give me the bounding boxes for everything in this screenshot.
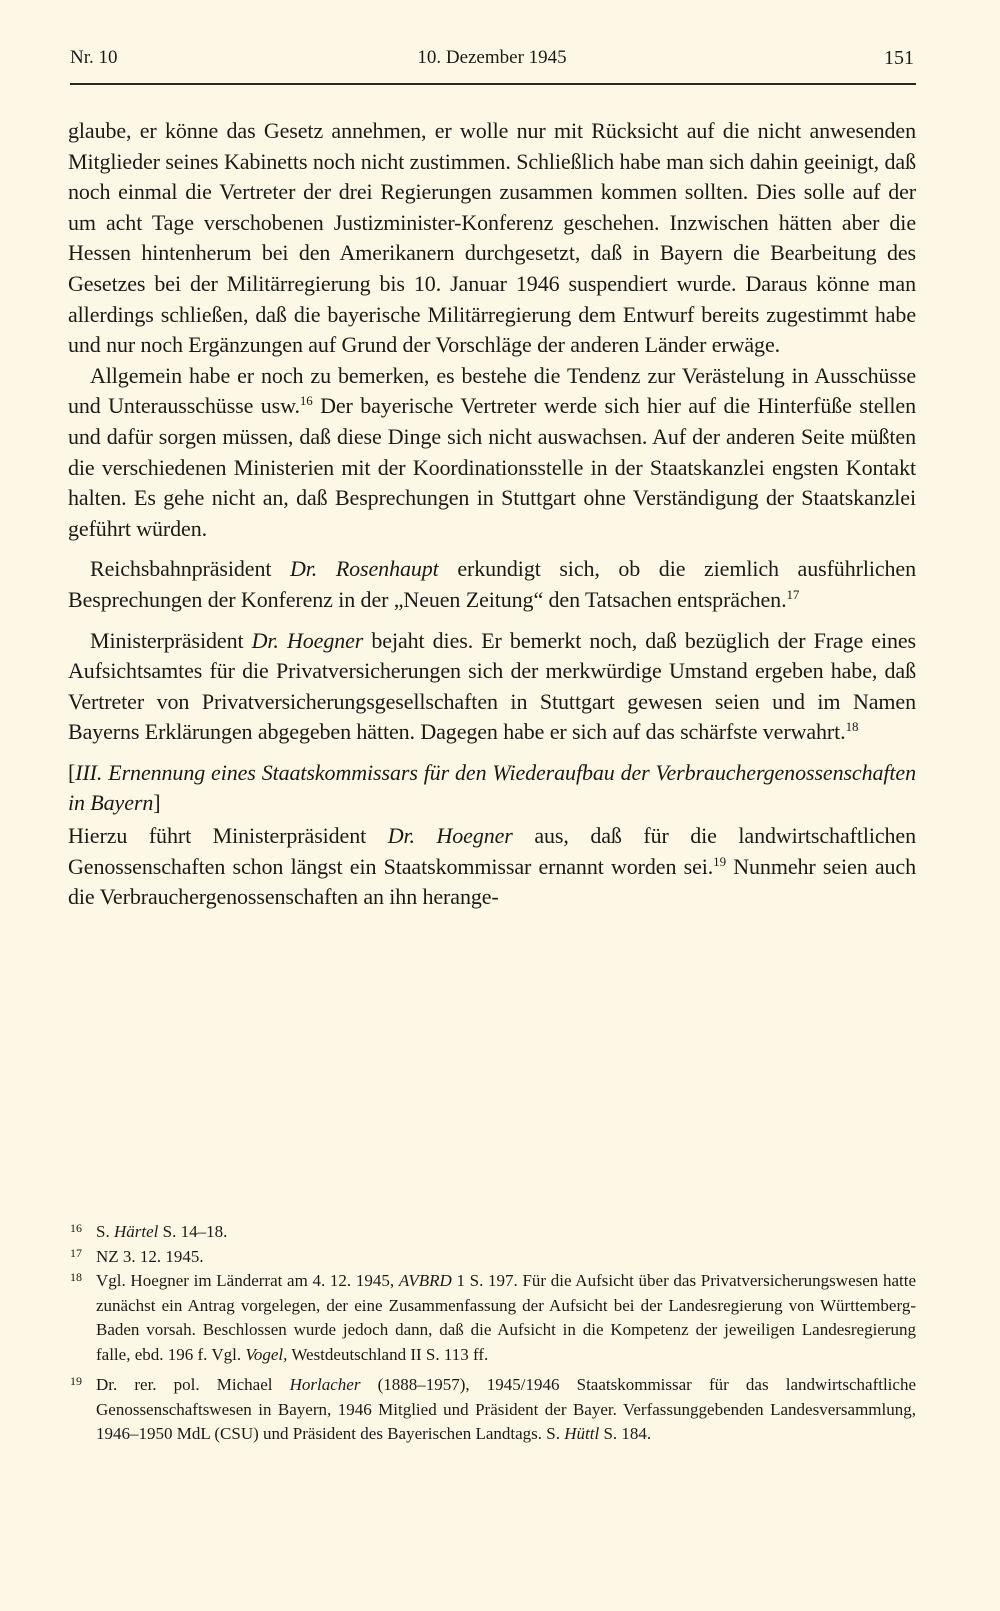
footnote-italic: AVBRD — [398, 1271, 452, 1290]
paragraph-text: erkundigt sich, ob die ziemlich ausführlichen Besprechungen der Konferenz in der „Neuen Zeitung“ den Tatsachen entsprächen. — [68, 556, 916, 612]
footnote-text: S. — [96, 1222, 114, 1241]
footnote-text: Dr. rer. pol. Michael — [96, 1375, 290, 1394]
footnote-number: 16 — [70, 1221, 82, 1235]
footnote-number: 19 — [70, 1374, 82, 1388]
footnotes — [68, 1220, 916, 1447]
paragraph — [68, 361, 916, 545]
header-rule — [70, 83, 916, 85]
bracket-open: [ — [68, 759, 76, 785]
footnote-italic: Horlacher — [289, 1375, 361, 1394]
footnote-italic: Vogel, — [245, 1344, 288, 1364]
footnote-ref[interactable]: 17 — [786, 587, 800, 603]
bracket-close: ] — [153, 790, 161, 816]
paragraph-text: bejaht dies. Er bemerkt noch, daß bezüglich der Frage eines Aufsichtsamtes für die Privatversicherungen sich der merkwürdige Umstand ergeben habe, daß Vertreter von Privatversicherungsgesellschaften in Stuttgart gewesen seien und im Namen Bayerns Erklärungen abgegeben hätten. Dagegen habe er sich auf das schärfste verwahrt. — [68, 627, 916, 745]
footnote-ref[interactable]: 18 — [845, 719, 859, 735]
paragraph-text: Hierzu führt Ministerpräsident — [68, 823, 388, 849]
footnote-text: S. 184. — [599, 1424, 652, 1443]
footnote-ref[interactable]: 16 — [299, 393, 313, 409]
footnote-text: 1 S. 197. Für die Aufsicht über das Privatversicherungswesen hatte zunächst ein Antrag vorgelegen, der eine Zusammenfassung der Aufsicht bei der Landesregierung von Württemberg-Baden vorsah. Beschlossen wurde jedoch dann, daß die Aufsicht in die Kompetenz der jeweiligen Landesregierung falle, ebd. 196 f. Vgl. — [96, 1271, 917, 1364]
footnote — [68, 1220, 916, 1245]
section-heading-text: III. Ernennung eines Staatskommissars für den Wiederaufbau der Verbrauchergenossenschaften in Bayern — [68, 759, 916, 816]
paragraph-text: Allgemein habe er noch zu bemerken, es bestehe die Tendenz zur Verästelung in Ausschüsse und Unterausschüsse usw. — [68, 362, 916, 419]
paragraph — [68, 821, 916, 913]
footnote — [68, 1269, 916, 1367]
footnote-italic: Härtel — [113, 1222, 159, 1241]
footnote-text: S. 14–18. — [158, 1222, 228, 1241]
paragraph-text: glaube, er könne das Gesetz annehmen, er wolle nur mit Rücksicht auf die nicht anwesenden Mitglieder seines Kabinetts noch nicht zustimmen. Schließlich habe man sich dahin geeinigt, daß noch einmal die Vertreter der drei Regierungen zusammen kommen sollten. Dies solle auf der um acht Tage verschobenen Justizminister-Konferenz geschehen. Inzwischen hätten aber die Hessen hintenherum bei den Amerikanern durchgesetzt, daß in Bayern die Bearbeitung des Gesetzes bei der Militärregierung bis 10. Januar 1946 suspendiert wurde. Daraus könne man allerdings schließen, daß die bayerische Militärregierung dem Entwurf bereits zugestimmt habe und nur noch Ergänzungen auf Grund der Vorschläge der anderen Länder erwäge. — [68, 118, 916, 358]
footnote-text: NZ 3. 12. 1945. — [96, 1246, 204, 1266]
document-page — [68, 44, 917, 1443]
footnote-text: Vgl. Hoegner im Länderrat am 4. 12. 1945, — [96, 1271, 399, 1290]
footnote-text: Westdeutschland II S. 113 ff. — [287, 1344, 489, 1364]
paragraph-text: Der bayerische Vertreter werde sich hier auf die Hinterfüße stellen und dafür sorgen müssen, daß diese Dinge sich nicht auswachsen. Auf der anderen Seite müßten die verschiedenen Ministerien mit der Koordinationsstelle in der Staatskanzlei engsten Kontakt halten. Es gehe nicht an, daß Besprechungen in Stuttgart ohne Verständigung der Staatskanzlei geführt würden. — [68, 393, 916, 541]
page-number: 151 — [884, 47, 914, 69]
footnote-ref[interactable]: 19 — [713, 853, 726, 869]
issue-number: Nr. 10 — [70, 47, 118, 68]
footnote — [68, 1245, 916, 1270]
paragraph — [68, 626, 916, 748]
footnote — [68, 1373, 916, 1447]
header-date: 10. Dezember 1945 — [417, 47, 567, 68]
footnote-italic: Hüttl — [564, 1424, 600, 1443]
paragraph-text: Nunmehr seien auch die Verbrauchergenossenschaften an ihn herange- — [68, 853, 916, 910]
speaker-name: Dr. Hoegner — [387, 823, 513, 849]
footnote-number: 17 — [70, 1245, 82, 1260]
footnote-text: (1888–1957), 1945/1946 Staatskommissar für das landwirtschaftliche Genossenschaftswesen in Bayern, 1946 Mitglied und Präsident der Bayer. Verfassunggebenden Landesversammlung, 1946–1950 MdL (CSU) und Präsident des Bayerischen Landtags. S. — [96, 1375, 916, 1443]
section-heading — [68, 758, 916, 819]
speaker-name: Dr. Hoegner — [251, 627, 364, 653]
speaker-name: Dr. Rosenhaupt — [290, 556, 439, 582]
footnote-number: 18 — [70, 1270, 82, 1284]
body-text — [68, 116, 916, 913]
paragraph — [68, 554, 916, 615]
paragraph-text: Reichsbahnpräsident — [90, 556, 290, 582]
paragraph-text: Ministerpräsident — [90, 627, 252, 653]
running-head — [68, 44, 916, 72]
paragraph — [68, 116, 916, 361]
paragraph-text: aus, daß für die landwirtschaftlichen Genossenschaften schon längst ein Staatskommissar ernannt worden sei. — [68, 823, 917, 879]
